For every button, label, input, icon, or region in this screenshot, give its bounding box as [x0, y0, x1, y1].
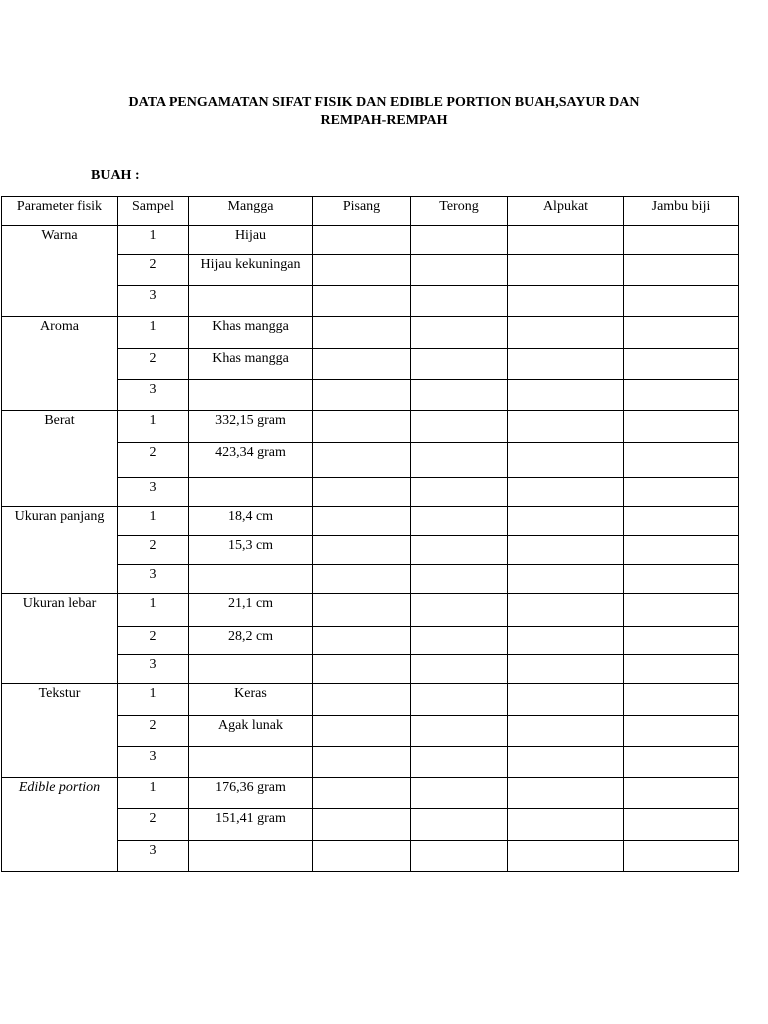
column-header: Sampel [118, 197, 189, 226]
terong-cell [411, 684, 508, 716]
column-header: Pisang [313, 197, 411, 226]
jambu-biji-cell [624, 594, 739, 627]
jambu-biji-cell [624, 809, 739, 841]
mangga-cell: 332,15 gram [189, 411, 313, 443]
parameter-cell: Aroma [2, 317, 118, 411]
parameter-cell: Tekstur [2, 684, 118, 778]
pisang-cell [313, 286, 411, 317]
sample-cell: 2 [118, 349, 189, 380]
alpukat-cell [508, 255, 624, 286]
section-label: BUAH : [91, 168, 140, 183]
mangga-cell: Agak lunak [189, 716, 313, 747]
table-header-row [2, 197, 739, 226]
table-row [2, 411, 739, 443]
pisang-cell [313, 226, 411, 255]
alpukat-cell [508, 627, 624, 655]
mangga-cell: Hijau kekuningan [189, 255, 313, 286]
terong-cell [411, 809, 508, 841]
jambu-biji-cell [624, 841, 739, 872]
alpukat-cell [508, 655, 624, 684]
alpukat-cell [508, 286, 624, 317]
column-header: Parameter fisik [2, 197, 118, 226]
parameter-cell: Warna [2, 226, 118, 317]
alpukat-cell [508, 778, 624, 809]
pisang-cell [313, 255, 411, 286]
jambu-biji-cell [624, 286, 739, 317]
table-row [2, 594, 739, 627]
pisang-cell [313, 747, 411, 778]
terong-cell [411, 380, 508, 411]
mangga-cell: Khas mangga [189, 317, 313, 349]
sample-cell: 2 [118, 443, 189, 478]
terong-cell [411, 255, 508, 286]
alpukat-cell [508, 317, 624, 349]
mangga-cell: 15,3 cm [189, 536, 313, 565]
terong-cell [411, 778, 508, 809]
mangga-cell: Khas mangga [189, 349, 313, 380]
pisang-cell [313, 478, 411, 507]
page-title-line-2: REMPAH-REMPAH [320, 113, 448, 128]
sample-cell: 1 [118, 411, 189, 443]
pisang-cell [313, 565, 411, 594]
terong-cell [411, 594, 508, 627]
parameter-cell: Edible portion [2, 778, 118, 872]
mangga-cell: 423,34 gram [189, 443, 313, 478]
sample-cell: 1 [118, 226, 189, 255]
jambu-biji-cell [624, 627, 739, 655]
mangga-cell [189, 655, 313, 684]
sample-cell: 3 [118, 286, 189, 317]
sample-cell: 1 [118, 778, 189, 809]
sample-cell: 1 [118, 594, 189, 627]
sample-cell: 2 [118, 627, 189, 655]
pisang-cell [313, 536, 411, 565]
jambu-biji-cell [624, 317, 739, 349]
pisang-cell [313, 411, 411, 443]
sample-cell: 1 [118, 684, 189, 716]
terong-cell [411, 349, 508, 380]
alpukat-cell [508, 536, 624, 565]
alpukat-cell [508, 226, 624, 255]
alpukat-cell [508, 380, 624, 411]
sample-cell: 3 [118, 478, 189, 507]
terong-cell [411, 478, 508, 507]
page-title [0, 94, 768, 130]
column-header: Mangga [189, 197, 313, 226]
jambu-biji-cell [624, 443, 739, 478]
column-header: Jambu biji [624, 197, 739, 226]
alpukat-cell [508, 841, 624, 872]
alpukat-cell [508, 478, 624, 507]
sample-cell: 2 [118, 809, 189, 841]
sample-cell: 3 [118, 841, 189, 872]
terong-cell [411, 627, 508, 655]
table-row [2, 778, 739, 809]
terong-cell [411, 507, 508, 536]
alpukat-cell [508, 411, 624, 443]
pisang-cell [313, 684, 411, 716]
column-header: Terong [411, 197, 508, 226]
pisang-cell [313, 443, 411, 478]
terong-cell [411, 716, 508, 747]
jambu-biji-cell [624, 536, 739, 565]
jambu-biji-cell [624, 716, 739, 747]
page-title-line-1: DATA PENGAMATAN SIFAT FISIK DAN EDIBLE PORTION BUAH,SAYUR DAN [128, 95, 640, 110]
jambu-biji-cell [624, 255, 739, 286]
alpukat-cell [508, 443, 624, 478]
mangga-cell [189, 478, 313, 507]
pisang-cell [313, 809, 411, 841]
sample-cell: 3 [118, 565, 189, 594]
alpukat-cell [508, 565, 624, 594]
sample-cell: 2 [118, 716, 189, 747]
terong-cell [411, 286, 508, 317]
sample-cell: 1 [118, 507, 189, 536]
sample-cell: 1 [118, 317, 189, 349]
jambu-biji-cell [624, 380, 739, 411]
mangga-cell: 176,36 gram [189, 778, 313, 809]
mangga-cell [189, 841, 313, 872]
sample-cell: 2 [118, 255, 189, 286]
pisang-cell [313, 317, 411, 349]
jambu-biji-cell [624, 655, 739, 684]
terong-cell [411, 747, 508, 778]
alpukat-cell [508, 809, 624, 841]
pisang-cell [313, 778, 411, 809]
sample-cell: 3 [118, 380, 189, 411]
sample-cell: 3 [118, 747, 189, 778]
mangga-cell [189, 380, 313, 411]
mangga-cell: 151,41 gram [189, 809, 313, 841]
jambu-biji-cell [624, 684, 739, 716]
table-row [2, 226, 739, 255]
pisang-cell [313, 627, 411, 655]
terong-cell [411, 536, 508, 565]
table-row [2, 507, 739, 536]
pisang-cell [313, 594, 411, 627]
pisang-cell [313, 507, 411, 536]
alpukat-cell [508, 716, 624, 747]
jambu-biji-cell [624, 478, 739, 507]
sample-cell: 3 [118, 655, 189, 684]
jambu-biji-cell [624, 507, 739, 536]
alpukat-cell [508, 349, 624, 380]
pisang-cell [313, 841, 411, 872]
terong-cell [411, 443, 508, 478]
mangga-cell: Keras [189, 684, 313, 716]
terong-cell [411, 841, 508, 872]
mangga-cell: 28,2 cm [189, 627, 313, 655]
mangga-cell [189, 286, 313, 317]
jambu-biji-cell [624, 747, 739, 778]
mangga-cell: 21,1 cm [189, 594, 313, 627]
mangga-cell: 18,4 cm [189, 507, 313, 536]
mangga-cell [189, 747, 313, 778]
parameter-cell: Berat [2, 411, 118, 507]
alpukat-cell [508, 594, 624, 627]
jambu-biji-cell [624, 565, 739, 594]
sample-cell: 2 [118, 536, 189, 565]
jambu-biji-cell [624, 411, 739, 443]
terong-cell [411, 565, 508, 594]
table-row [2, 317, 739, 349]
jambu-biji-cell [624, 778, 739, 809]
pisang-cell [313, 716, 411, 747]
alpukat-cell [508, 507, 624, 536]
terong-cell [411, 411, 508, 443]
pisang-cell [313, 349, 411, 380]
parameter-cell: Ukuran lebar [2, 594, 118, 684]
observation-table [1, 196, 739, 872]
mangga-cell [189, 565, 313, 594]
terong-cell [411, 655, 508, 684]
parameter-cell: Ukuran panjang [2, 507, 118, 594]
column-header: Alpukat [508, 197, 624, 226]
alpukat-cell [508, 684, 624, 716]
table-row [2, 684, 739, 716]
pisang-cell [313, 380, 411, 411]
jambu-biji-cell [624, 226, 739, 255]
mangga-cell: Hijau [189, 226, 313, 255]
pisang-cell [313, 655, 411, 684]
alpukat-cell [508, 747, 624, 778]
terong-cell [411, 226, 508, 255]
jambu-biji-cell [624, 349, 739, 380]
terong-cell [411, 317, 508, 349]
